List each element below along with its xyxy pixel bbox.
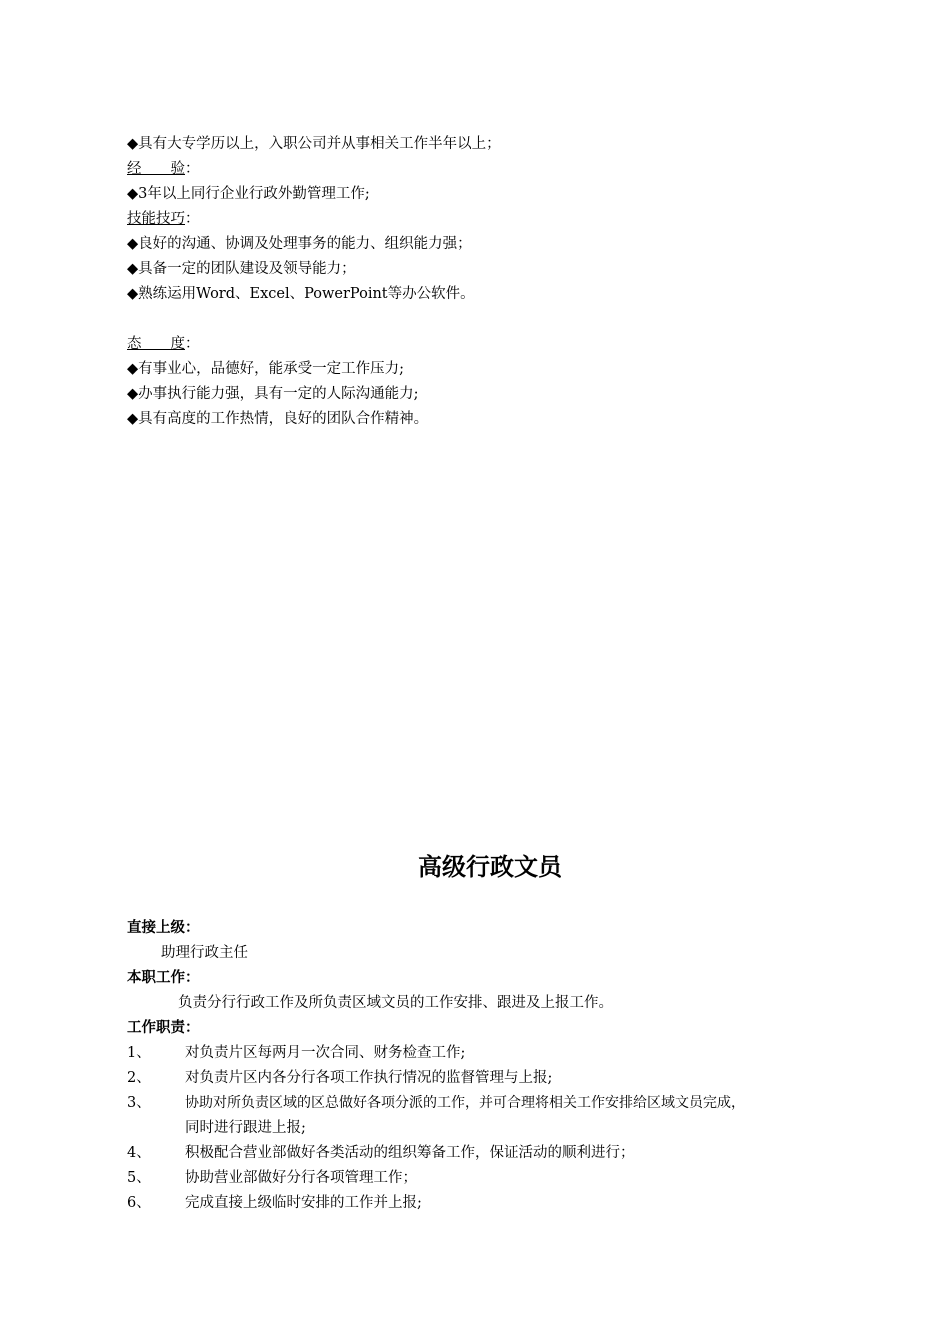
experience-heading <box>127 159 200 179</box>
item-number: 5、 <box>127 1170 151 1186</box>
item-text: 完成直接上级临时安排的工作并上报; <box>185 1195 422 1211</box>
item-text: 积极配合营业部做好各类活动的组织筹备工作，保证活动的顺利进行； <box>185 1145 635 1161</box>
skills-colon: ： <box>185 211 200 227</box>
experience-label: 经 验 <box>127 161 185 177</box>
skills-heading <box>127 209 200 229</box>
job-label: 本职工作： <box>127 970 200 986</box>
education-item: ◆具有大专学历以上，入职公司并从事相关工作半年以上； <box>127 136 501 152</box>
item-text: 对负责片区内各分行各项工作执行情况的监督管理与上报; <box>185 1070 553 1086</box>
item-text-continued: 同时进行跟进上报; <box>185 1120 306 1136</box>
skills-item: ◆良好的沟通、协调及处理事务的能力、组织能力强； <box>127 236 472 252</box>
attitude-item: ◆有事业心，品德好，能承受一定工作压力; <box>127 361 405 377</box>
item-number: 2、 <box>127 1070 151 1086</box>
item-number: 6、 <box>127 1195 151 1211</box>
experience-colon: ： <box>185 161 200 177</box>
skills-label: 技能技巧 <box>127 211 185 227</box>
item-number: 3、 <box>127 1095 151 1111</box>
superior-label: 直接上级： <box>127 920 200 936</box>
item-number: 1、 <box>127 1045 151 1061</box>
attitude-heading <box>127 334 200 354</box>
superior-value: 助理行政主任 <box>161 945 248 961</box>
experience-item: ◆3年以上同行企业行政外勤管理工作; <box>127 186 370 202</box>
attitude-item: ◆具有高度的工作热情，良好的团队合作精神。 <box>127 411 429 427</box>
attitude-colon: ： <box>185 336 200 352</box>
attitude-label: 态 度 <box>127 336 185 352</box>
section-title: 高级行政文员 <box>418 853 562 881</box>
item-number: 4、 <box>127 1145 151 1161</box>
item-text: 对负责片区每两月一次合同、财务检查工作; <box>185 1045 466 1061</box>
duties-label: 工作职责： <box>127 1020 200 1036</box>
skills-item: ◆具备一定的团队建设及领导能力； <box>127 261 356 277</box>
job-value: 负责分行行政工作及所负责区域文员的工作安排、跟进及上报工作。 <box>178 995 613 1011</box>
attitude-item: ◆办事执行能力强，具有一定的人际沟通能力; <box>127 386 419 402</box>
skills-item: ◆熟练运用Word、Excel、PowerPoint等办公软件。 <box>127 286 475 302</box>
item-text: 协助营业部做好分行各项管理工作； <box>185 1170 417 1186</box>
item-text: 协助对所负责区域的区总做好各项分派的工作，并可合理将相关工作安排给区域文员完成， <box>185 1095 745 1111</box>
